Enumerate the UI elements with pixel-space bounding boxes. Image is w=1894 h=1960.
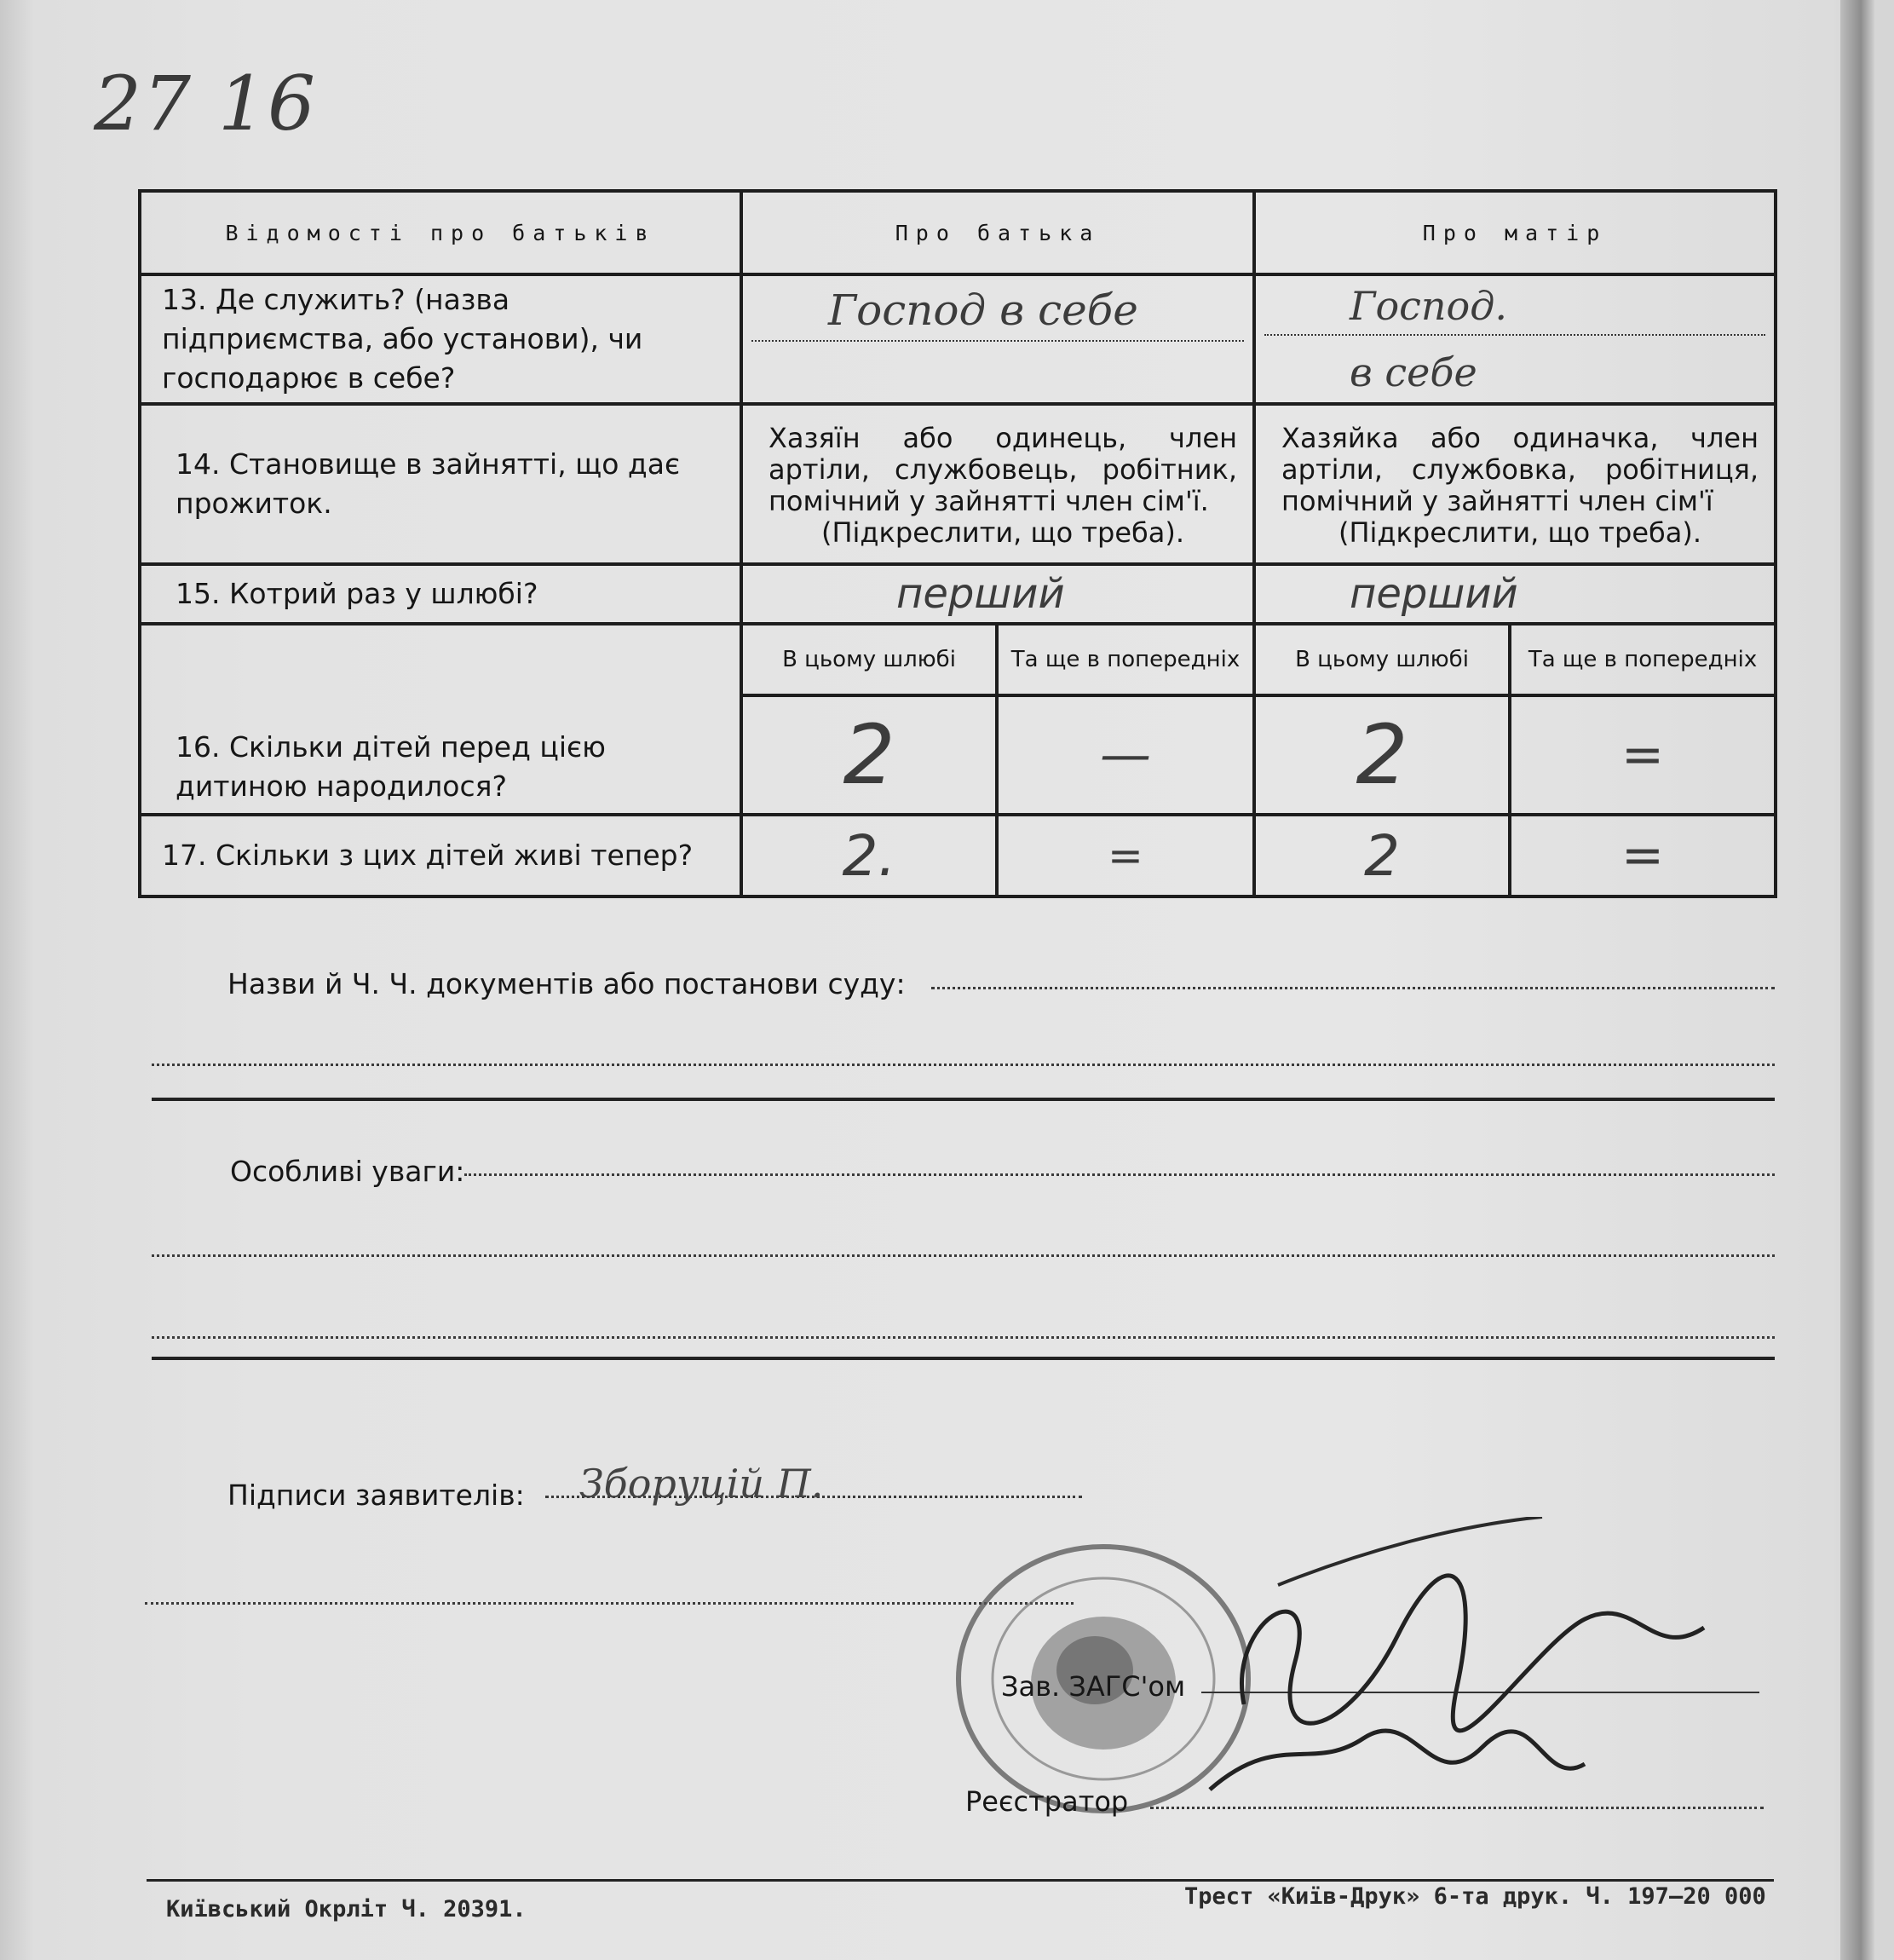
q13-father-answer: Господ в себе — [751, 285, 1244, 342]
q17-mother-this: 2 — [1254, 815, 1510, 896]
q15-label: 15. Котрий раз у шлюбі? — [140, 564, 741, 624]
q13-label: 13. Де служить? (назва підприємства, або установи), чи господарює в себе? — [140, 274, 741, 404]
table-header-row — [140, 191, 1776, 274]
q13-mother-cell — [1254, 274, 1776, 404]
row-q15 — [140, 564, 1776, 624]
q16-mother-prev: = — [1510, 695, 1776, 815]
q14-mother-options: Хазяйка або одиначка, член артіли, службовка, робітниця, помічний у зайнятті член сім'ї — [1281, 422, 1759, 517]
page-edge — [1840, 0, 1874, 1960]
header-father: Про батька — [741, 191, 1254, 274]
remarks-line-2 — [152, 1254, 1775, 1257]
q16-father-prev: — — [997, 695, 1254, 815]
q17-mother-prev: = — [1510, 815, 1776, 896]
footer-printer-right: Трест «Київ-Друк» 6-та друк. Ч. 197—20 000 — [1184, 1883, 1766, 1910]
signatures-label: Підписи заявителів: — [227, 1479, 525, 1512]
row-q13 — [140, 274, 1776, 404]
q15-mother-answer: перший — [1254, 564, 1776, 624]
q17-father-this: 2. — [741, 815, 997, 896]
remarks-line-3 — [152, 1336, 1775, 1339]
q14-father-options: Хазяїн або одинець, член артіли, службовець, робітник, помічний у зайнятті член сім'ї. — [769, 422, 1238, 517]
row-subheaders — [140, 624, 1776, 695]
q14-mother-note: (Підкреслити, що треба). — [1338, 516, 1702, 549]
q16-mother-this: 2 — [1254, 695, 1510, 815]
footer-rule — [147, 1879, 1774, 1882]
remarks-label: Особливі уваги: — [230, 1155, 465, 1188]
row-q14 — [140, 404, 1776, 564]
zags-head-label: Зав. ЗАГС'ом — [1001, 1670, 1186, 1703]
q13-father-cell — [741, 274, 1254, 404]
q17-label: 17. Скільки з цих дітей живі тепер? — [140, 815, 741, 896]
registrar-label: Реєстратор — [965, 1785, 1129, 1818]
sub-father-prev: Та ще в попередніх — [997, 624, 1254, 695]
q14-mother-cell — [1254, 404, 1776, 564]
header-col0: Відомості про батьків — [140, 191, 741, 274]
q13-mother-answer-1: Господ. — [1264, 283, 1765, 336]
official-signatures — [1176, 1517, 1721, 1841]
remarks-line-1 — [464, 1173, 1775, 1176]
header-mother: Про матір — [1254, 191, 1776, 274]
signatures-line-2 — [145, 1602, 1074, 1605]
q16-label: 16. Скільки дітей перед цією дитиною народилося? — [140, 624, 741, 815]
q14-label: 14. Становище в зайнятті, що дає прожиток. — [140, 404, 741, 564]
q14-father-cell — [741, 404, 1254, 564]
page-number: 27 16 — [94, 60, 317, 147]
q16-father-this: 2 — [741, 695, 997, 815]
applicant-signature: Зборуцій П. — [579, 1461, 824, 1507]
documents-label: Назви й Ч. Ч. документів або постанови суду: — [227, 967, 906, 1000]
documents-line-2 — [152, 1064, 1775, 1066]
q14-father-note: (Підкреслити, що треба). — [820, 516, 1185, 549]
parents-info-table — [138, 189, 1777, 898]
footer-printer-left: Київський Окрліт Ч. 20391. — [166, 1896, 527, 1923]
sub-mother-this: В цьому шлюбі — [1254, 624, 1510, 695]
documents-rule — [152, 1098, 1775, 1101]
sub-mother-prev: Та ще в попередніх — [1510, 624, 1776, 695]
row-q17 — [140, 815, 1776, 896]
q15-father-answer: перший — [741, 564, 1254, 624]
q17-father-prev: = — [997, 815, 1254, 896]
remarks-rule — [152, 1357, 1775, 1360]
q13-mother-answer-2: в себе — [1350, 349, 1477, 395]
documents-line-1 — [931, 987, 1775, 989]
sub-father-this: В цьому шлюбі — [741, 624, 997, 695]
